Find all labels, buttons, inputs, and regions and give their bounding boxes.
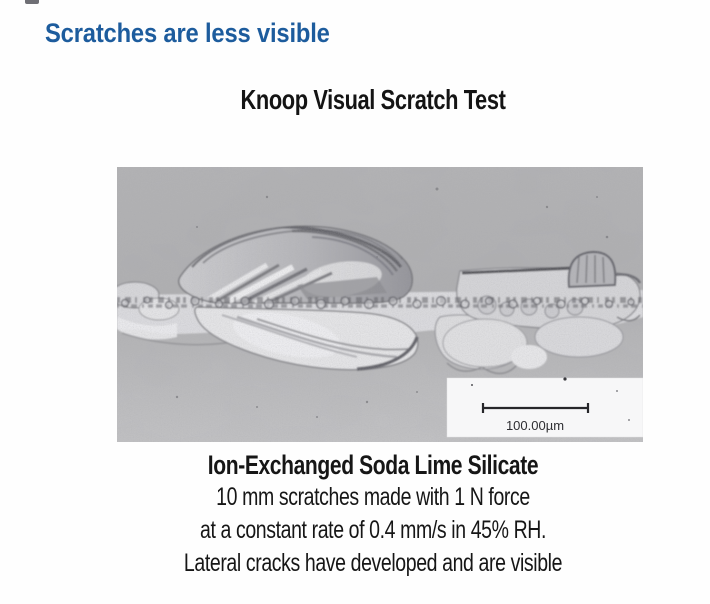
scale-bar-inset bbox=[447, 377, 643, 437]
corner-artifact bbox=[25, 0, 39, 4]
caption-heading: Ion-Exchanged Soda Lime Silicate bbox=[207, 450, 539, 480]
micrograph-image bbox=[117, 167, 643, 442]
caption-line-2: at a constant rate of 0.4 mm/s in 45% RH. bbox=[199, 516, 547, 544]
figure-caption bbox=[109, 449, 637, 580]
caption-line-1: 10 mm scratches made with 1 N force bbox=[216, 483, 530, 511]
scale-bar-label: 100.00µm bbox=[505, 418, 565, 433]
caption-line-3: Lateral cracks have developed and are visible bbox=[183, 549, 563, 577]
micrograph-figure bbox=[117, 167, 643, 442]
slide-title: Scratches are less visible bbox=[45, 18, 330, 48]
figure-title: Knoop Visual Scratch Test bbox=[240, 84, 506, 115]
